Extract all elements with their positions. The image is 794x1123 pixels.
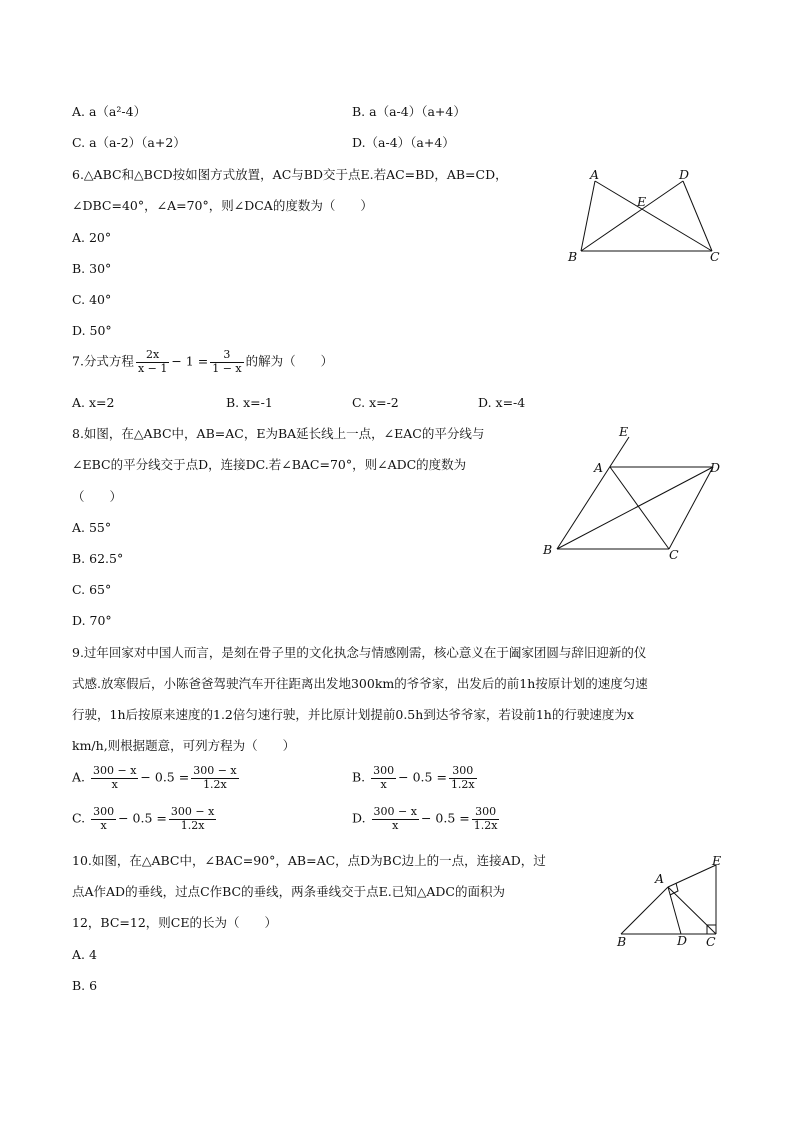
q9-option-c-numerator-right: 300 − x — [170, 805, 215, 818]
q9-option-a — [72, 765, 241, 791]
q9-option-c-operator: − 0.5 = — [118, 810, 167, 826]
q9-option-b — [352, 765, 479, 791]
q9-option-b-tag: B. — [352, 769, 366, 785]
q7-operator: − 1 = — [171, 353, 209, 369]
q9-option-a-numerator-left: 300 − x — [93, 764, 137, 777]
q6-option-b: B. 30° — [72, 261, 112, 276]
q9-option-b-fraction-left — [371, 765, 396, 791]
q7-fraction-right-denominator: 1 − x — [212, 361, 242, 375]
q8-option-c: C. 65° — [72, 582, 112, 597]
q9-stem-line1: 9.过年回家对中国人而言，是刻在骨子里的文化执念与情感刚需，核心意义在于阖家团圆与辞旧迎新的仪 — [72, 645, 647, 660]
q9-option-d-fraction-right — [472, 806, 500, 832]
q9-option-c-numerator-left: 300 — [93, 805, 115, 818]
q8-label-c: C — [669, 547, 679, 562]
q8-label-b: B — [543, 542, 553, 557]
q9-stem-line4: km/h,则根据题意，可列方程为（ ） — [72, 738, 296, 753]
q9-option-a-fraction-left — [91, 765, 138, 791]
q10-label-d: D — [677, 933, 688, 948]
q9-option-c-fraction-right — [169, 806, 216, 832]
q9-option-d-denominator-left: x — [392, 818, 399, 832]
q8-figure — [535, 420, 735, 570]
q8-label-e: E — [619, 424, 629, 439]
q9-option-d-numerator-right: 300 — [472, 806, 500, 820]
q6-label-d: D — [679, 167, 690, 182]
q9-option-b-fraction-right — [449, 765, 477, 791]
q9-option-d-operator: − 0.5 = — [420, 810, 470, 826]
q8-label-d: D — [710, 460, 721, 475]
q10-label-c: C — [706, 934, 716, 949]
q8-option-d: D. 70° — [72, 613, 112, 628]
q9-option-c-tag: C. — [72, 810, 86, 826]
q7-stem — [72, 349, 333, 375]
q9-option-d-numerator-left: 300 − x — [373, 805, 417, 818]
q6-option-d: D. 50° — [72, 323, 112, 338]
q9-option-b-numerator-left: 300 — [373, 764, 395, 777]
q9-option-d-tag: D. — [352, 810, 366, 826]
q8-stem-line2: ∠EBC的平分线交于点D，连接DC.若∠BAC=70°，则∠ADC的度数为 — [72, 457, 467, 472]
q9-option-b-operator: − 0.5 = — [398, 769, 447, 785]
q9-option-d-denominator-right: 1.2x — [473, 818, 498, 832]
q9-option-b-denominator-right: 1.2x — [450, 777, 475, 791]
q9-option-a-numerator-right: 300 − x — [193, 764, 237, 777]
q7-suffix: 的解为（ ） — [245, 353, 334, 369]
q8-option-b: B. 62.5° — [72, 551, 124, 566]
q9-stem-line2: 式感.放寒假后，小陈爸爸驾驶汽车开往距离出发地300km的爷爷家，出发后的前1h按原计划的速度匀速 — [72, 676, 648, 691]
q10-option-a: A. 4 — [72, 947, 97, 962]
q9-option-d-fraction-left — [372, 806, 419, 832]
q7-fraction-right — [210, 349, 243, 375]
q6-figure — [560, 160, 730, 270]
q5-option-d: D.（a-4）（a+4） — [352, 135, 455, 150]
q6-label-a: A — [590, 167, 600, 182]
q10-label-e: E — [712, 853, 722, 868]
q10-label-b: B — [617, 934, 627, 949]
q8-stem-line1: 8.如图，在△ABC中，AB=AC，E为BA延长线上一点，∠EAC的平分线与 — [72, 426, 485, 441]
q9-option-b-numerator-right: 300 — [449, 765, 477, 779]
q10-stem-line2: 点A作AD的垂线，过点C作BC的垂线，两条垂线交于点E.已知△ADC的面积为 — [72, 884, 505, 899]
q5-option-c: C. a（a-2）（a+2） — [72, 135, 186, 150]
q9-option-d — [352, 806, 501, 832]
q9-option-b-denominator-left: x — [380, 777, 387, 791]
q9-option-c — [72, 806, 218, 832]
q9-stem-line3: 行驶，1h后按原来速度的1.2倍匀速行驶，并比原计划提前0.5h到达爷爷家，若设前1h的行驶速度为x — [72, 707, 634, 722]
q9-option-c-denominator-right: 1.2x — [180, 818, 205, 832]
q7-option-a: A. x=2 — [72, 395, 115, 410]
q6-option-a: A. 20° — [72, 230, 112, 245]
q7-option-c: C. x=-2 — [352, 395, 399, 410]
q9-option-a-denominator-right: 1.2x — [203, 777, 227, 791]
q7-option-d: D. x=-4 — [478, 395, 526, 410]
q8-stem-line3: （ ） — [72, 489, 123, 504]
q5-option-b: B. a（a-4）（a+4） — [352, 104, 466, 119]
q10-figure — [610, 850, 735, 950]
q6-stem-line2: ∠DBC=40°，∠A=70°，则∠DCA的度数为（ ） — [72, 198, 373, 213]
q10-label-a: A — [655, 871, 665, 886]
q9-option-a-operator: − 0.5 = — [140, 769, 190, 785]
q9-option-a-tag: A. — [72, 769, 86, 785]
q10-stem-line3: 12，BC=12，则CE的长为（ ） — [72, 915, 277, 930]
q5-option-a: A. a（a²-4） — [72, 104, 147, 119]
q8-option-a: A. 55° — [72, 520, 112, 535]
q9-option-c-denominator-left: x — [100, 818, 107, 832]
q10-option-b: B. 6 — [72, 978, 98, 993]
q6-label-e: E — [637, 194, 647, 209]
q6-label-b: B — [568, 249, 578, 264]
q6-label-c: C — [710, 249, 720, 264]
q6-option-c: C. 40° — [72, 292, 112, 307]
q7-prefix: 7.分式方程 — [72, 353, 134, 369]
q7-fraction-left-denominator: x − 1 — [137, 361, 168, 375]
q7-fraction-left — [136, 349, 169, 375]
q10-stem-line1: 10.如图，在△ABC中，∠BAC=90°，AB=AC，点D为BC边上的一点，连接AD，过 — [72, 853, 546, 868]
q9-option-a-fraction-right — [191, 765, 238, 791]
q7-fraction-right-numerator: 3 — [210, 349, 243, 363]
q9-option-a-denominator-left: x — [111, 777, 118, 791]
q7-option-b: B. x=-1 — [226, 395, 273, 410]
q8-label-a: A — [594, 460, 604, 475]
q7-fraction-left-numerator: 2x — [136, 349, 169, 363]
q9-option-c-fraction-left — [91, 806, 116, 832]
q6-stem-line1: 6.△ABC和△BCD按如图方式放置，AC与BD交于点E.若AC=BD，AB=CD， — [72, 167, 508, 182]
